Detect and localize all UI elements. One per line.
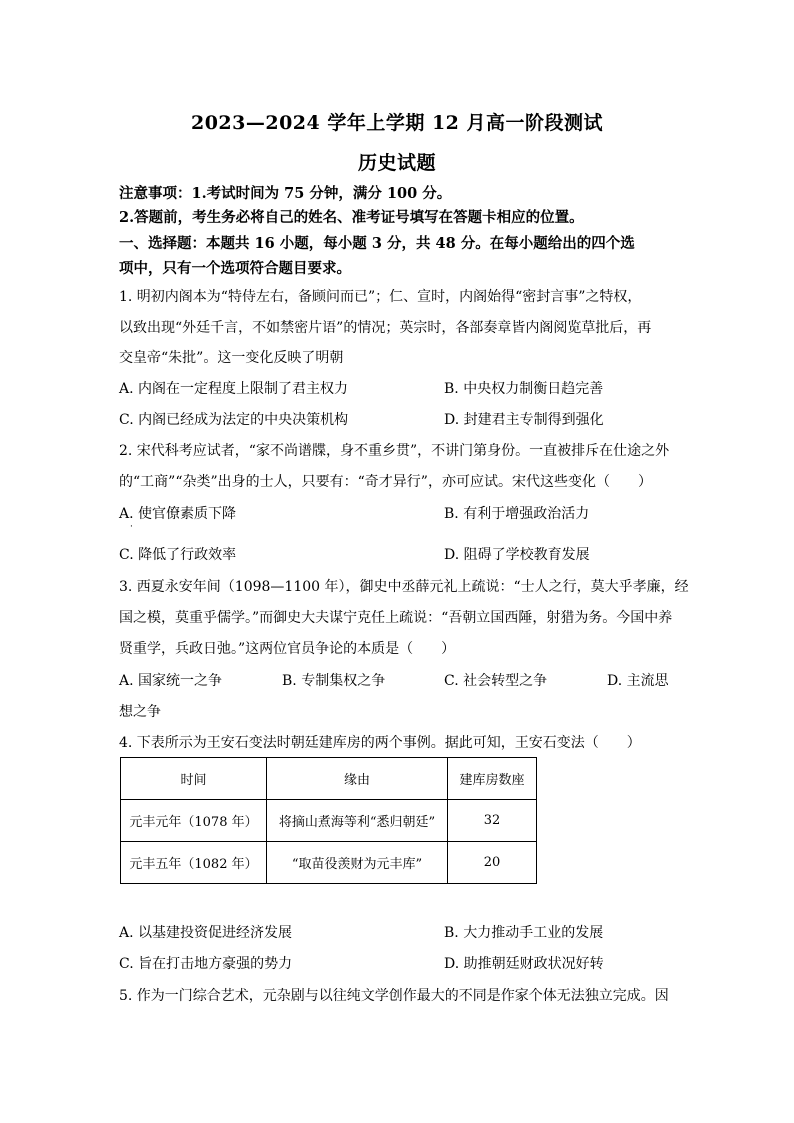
q3-option-d-continued: 想之争 [119,704,161,720]
q4-option-a: A. 以基建投资促进经济发展 [119,925,293,941]
q1-option-b: B. 中央权力制衡日趋完善 [444,381,604,397]
table-cell: 元丰元年（1078 年） [121,800,267,842]
stray-dot-mark: · [130,522,133,532]
q4-stem: 4. 下表所示为王安石变法时朝廷建库房的两个事例。据此可知，王安石变法（ ） [119,735,641,751]
q1-option-d: D. 封建君主专制得到强化 [444,412,604,428]
q3-option-c: C. 社会转型之争 [444,673,548,689]
q2-option-d: D. 阻碍了学校教育发展 [444,547,590,563]
q2-option-c: C. 降低了行政效率 [119,547,237,563]
table-header-cell: 时间 [121,758,267,800]
table-header-cell: 缘由 [267,758,448,800]
table-cell: 20 [448,842,537,884]
table-cell: 32 [448,800,537,842]
q1-stem-line-1: 1. 明初内阁本为“特侍左右，备顾问而已”；仁、宣时，内阁始得“密封言事”之特权， [119,289,642,305]
notice-line-2: 2.答题前，考生务必将自己的姓名、准考证号填写在答题卡相应的位置。 [119,209,584,226]
q3-option-d: D. 主流思 [607,673,669,689]
table-header-cell: 建库房数座 [448,758,537,800]
section-heading-line-2: 项中，只有一个选项符合题目要求。 [119,260,351,277]
q4-option-c: C. 旨在打击地方豪强的势力 [119,956,293,972]
q3-stem-line-2: 国之模，莫重乎儒学。”而御史大夫谋宁克任上疏说：“吾朝立国西陲，射猎为务。今国中养 [119,610,673,626]
table-row [121,800,537,842]
table-header-row [121,758,537,800]
q2-option-a: A. 使官僚素质下降 [119,506,237,522]
q3-option-a: A. 国家统一之争 [119,673,223,689]
q5-stem-line-1: 5. 作为一门综合艺术，元杂剧与以往纯文学创作最大的不同是作家个体无法独立完成。因 [119,988,669,1004]
q4-table [120,757,537,884]
q1-option-c: C. 内阁已经成为法定的中央决策机构 [119,412,349,428]
q4-option-d: D. 助推朝廷财政状况好转 [444,956,604,972]
table-cell: 元丰五年（1082 年） [121,842,267,884]
q3-stem-line-3: 贤重学，兵政日弛。”这两位官员争论的本质是（ ） [119,641,456,657]
exam-subtitle: 历史试题 [357,152,436,174]
q4-option-b: B. 大力推动手工业的发展 [444,925,604,941]
section-heading-line-1: 一、选择题：本题共 16 小题，每小题 3 分，共 48 分。在每小题给出的四个选 [119,235,635,252]
q3-option-b: B. 专制集权之争 [282,673,386,689]
table-cell: “取苗役羡财为元丰库” [267,842,448,884]
table-cell: 将摘山煮海等利“悉归朝廷” [267,800,448,842]
q1-option-a: A. 内阁在一定程度上限制了君主权力 [119,381,349,397]
q3-stem-line-1: 3. 西夏永安年间（1098—1100 年），御史中丞薛元礼上疏说：“士人之行，莫大乎孝廉，经 [119,579,689,595]
q2-stem-line-1: 2. 宋代科考应试者，“家不尚谱牒，身不重乡贯”，不讲门第身份。一直被排斥在仕途之外 [119,443,670,459]
q1-stem-line-2: 以致出现“外廷千言，不如禁密片语”的情况；英宗时，各部奏章皆内阁阅览草批后，再 [119,320,652,336]
q2-stem-line-2: 的“工商”“杂类”出身的士人，只要有：“奇才异行”，亦可应试。宋代这些变化（ ） [119,474,652,490]
notice-line-1: 注意事项：1.考试时间为 75 分钟，满分 100 分。 [119,185,452,202]
q2-option-b: B. 有利于增强政治活力 [444,506,590,522]
exam-title: 2023—2024 学年上学期 12 月高一阶段测试 [190,112,604,134]
table-row [121,842,537,884]
q1-stem-line-3: 交皇帝“朱批”。这一变化反映了明朝 [119,350,344,366]
